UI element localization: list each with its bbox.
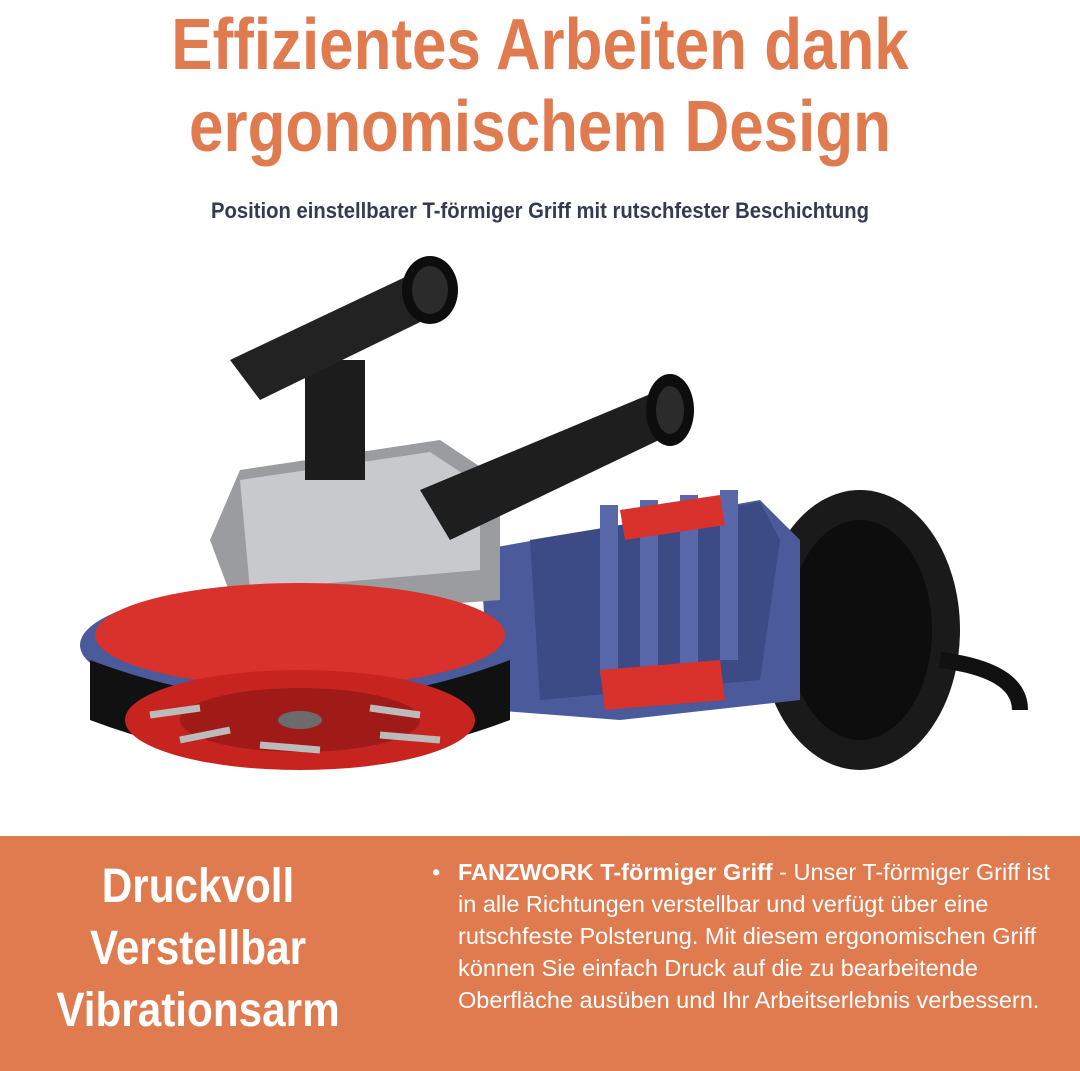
brand-label: FANZWORK T-förmiger Griff (458, 859, 773, 885)
description-text (458, 856, 1052, 1016)
subtitle: Position einstellbarer T-förmiger Griff mit rutschfester Beschichtung (211, 198, 869, 223)
feature-druckvoll: Druckvoll (101, 860, 295, 913)
description-body: - Unser T-förmiger Griff ist in alle Richtungen verstellbar und verfügt über eine rutschfeste Polsterung. Mit diesem ergonomischen Griff können Sie einfach Druck auf die zu bearbeitende Oberfläche ausüben und Ihr Arbeitserlebnis verbessern. (458, 859, 1050, 1013)
feature-band (0, 836, 1080, 1071)
feature-vibrationsarm: Vibrationsarm (56, 984, 340, 1037)
headline-line-2: ergonomischem Design (189, 87, 891, 167)
angle-grinder-image (60, 240, 1040, 800)
description (432, 856, 1052, 1016)
feature-list (40, 856, 357, 1042)
headline (76, 0, 1005, 168)
bullet-icon: • (432, 859, 441, 885)
feature-verstellbar: Verstellbar (89, 922, 307, 975)
headline-line-1: Effizientes Arbeiten dank (171, 5, 909, 85)
